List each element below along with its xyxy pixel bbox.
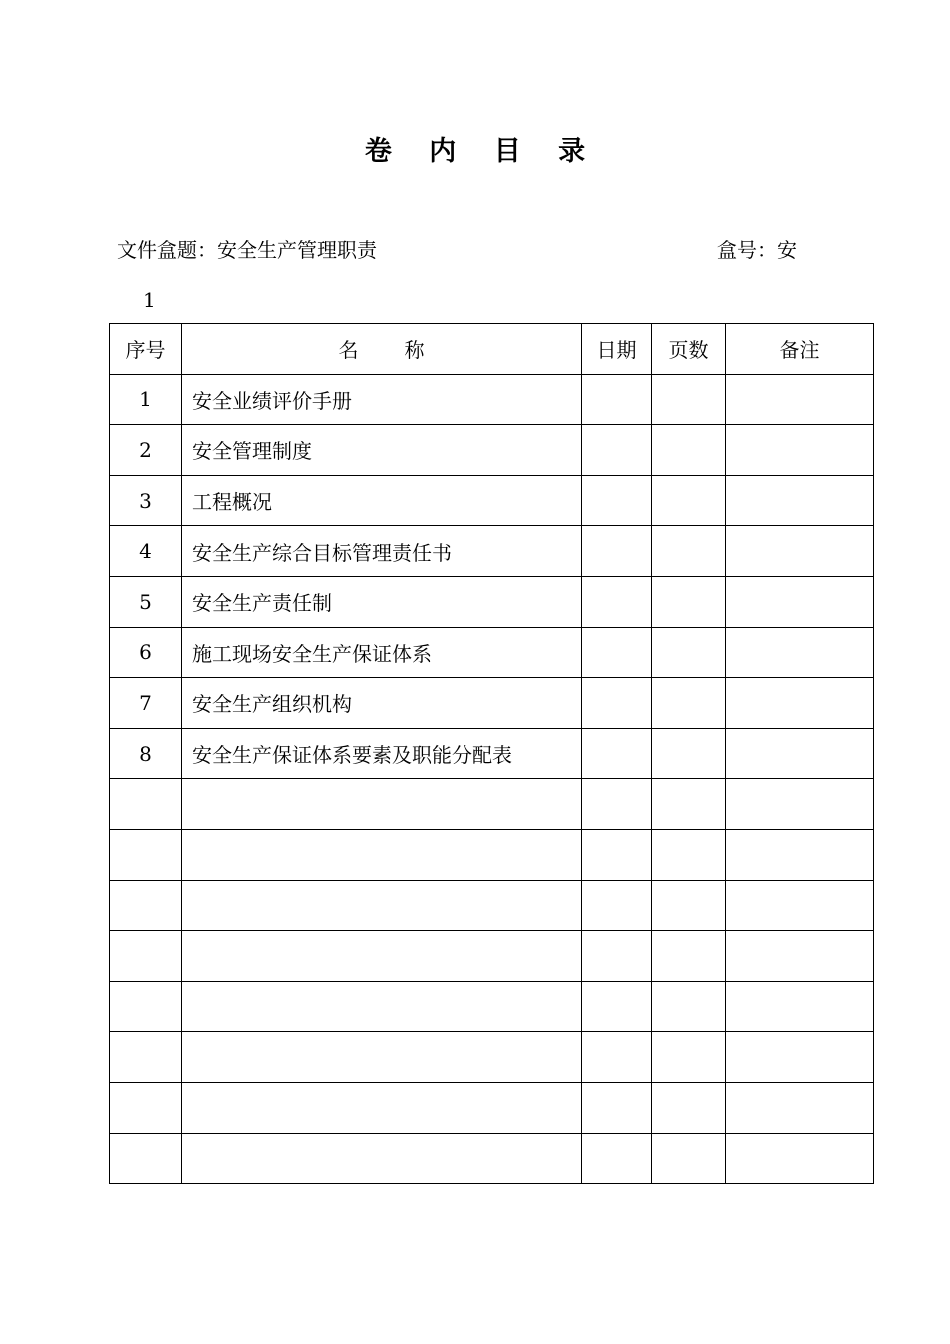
cell-note — [726, 728, 874, 779]
cell-pages — [652, 981, 726, 1032]
table-row — [110, 829, 874, 880]
file-box-subject-value: 安全生产管理职责 — [217, 238, 377, 262]
cell-name — [182, 829, 582, 880]
cell-name — [182, 1082, 582, 1133]
cell-name: 安全生产保证体系要素及职能分配表 — [182, 728, 582, 779]
cell-note — [726, 576, 874, 627]
cell-date — [582, 475, 652, 526]
cell-note — [726, 829, 874, 880]
cell-name — [182, 880, 582, 931]
table-row — [110, 475, 874, 526]
cell-pages — [652, 829, 726, 880]
header-pages: 页数 — [652, 324, 726, 375]
cell-note — [726, 779, 874, 830]
cell-name: 施工现场安全生产保证体系 — [182, 627, 582, 678]
cell-note — [726, 931, 874, 982]
table-row — [110, 374, 874, 425]
cell-pages — [652, 931, 726, 982]
cell-pages — [652, 1082, 726, 1133]
cell-no — [110, 880, 182, 931]
cell-date — [582, 1082, 652, 1133]
cell-no: 6 — [110, 627, 182, 678]
header-no: 序号 — [110, 324, 182, 375]
header-note: 备注 — [726, 324, 874, 375]
cell-note — [726, 627, 874, 678]
cell-pages — [652, 779, 726, 830]
cell-note — [726, 1032, 874, 1083]
table-row — [110, 981, 874, 1032]
catalog-table — [109, 323, 874, 1184]
cell-date — [582, 374, 652, 425]
cell-no: 2 — [110, 425, 182, 476]
table-header-row — [110, 324, 874, 375]
cell-no — [110, 1133, 182, 1184]
cell-date — [582, 678, 652, 729]
table-row — [110, 880, 874, 931]
cell-no — [110, 931, 182, 982]
table-row — [110, 1082, 874, 1133]
header-name-part1: 名 — [338, 338, 359, 363]
table-row — [110, 779, 874, 830]
cell-name — [182, 1133, 582, 1184]
file-box-subject — [117, 236, 377, 264]
cell-note — [726, 526, 874, 577]
cell-note — [726, 880, 874, 931]
cell-note — [726, 374, 874, 425]
cell-note — [726, 678, 874, 729]
cell-name: 安全生产责任制 — [182, 576, 582, 627]
cell-pages — [652, 425, 726, 476]
cell-date — [582, 576, 652, 627]
table-row — [110, 728, 874, 779]
header-date: 日期 — [582, 324, 652, 375]
header-name — [182, 324, 582, 375]
cell-note — [726, 425, 874, 476]
cell-note — [726, 1082, 874, 1133]
cell-date — [582, 931, 652, 982]
cell-name — [182, 779, 582, 830]
cell-note — [726, 1133, 874, 1184]
cell-no: 3 — [110, 475, 182, 526]
cell-name: 安全生产组织机构 — [182, 678, 582, 729]
cell-name — [182, 981, 582, 1032]
cell-date — [582, 880, 652, 931]
box-number-continued: 1 — [143, 288, 156, 312]
cell-pages — [652, 728, 726, 779]
cell-name — [182, 931, 582, 982]
cell-name: 工程概况 — [182, 475, 582, 526]
table-row — [110, 425, 874, 476]
cell-pages — [652, 1032, 726, 1083]
box-number-value: 安 — [777, 238, 797, 262]
cell-name — [182, 1032, 582, 1083]
cell-date — [582, 779, 652, 830]
cell-date — [582, 1133, 652, 1184]
cell-date — [582, 425, 652, 476]
cell-no: 7 — [110, 678, 182, 729]
header-name-part2: 称 — [404, 338, 425, 363]
cell-pages — [652, 576, 726, 627]
cell-name: 安全生产综合目标管理责任书 — [182, 526, 582, 577]
cell-date — [582, 627, 652, 678]
cell-pages — [652, 475, 726, 526]
file-box-subject-label: 文件盒题： — [117, 238, 217, 262]
cell-date — [582, 728, 652, 779]
cell-no — [110, 779, 182, 830]
cell-no — [110, 1082, 182, 1133]
cell-no: 8 — [110, 728, 182, 779]
cell-no: 4 — [110, 526, 182, 577]
catalog-body — [110, 374, 874, 1184]
cell-no: 1 — [110, 374, 182, 425]
table-row — [110, 678, 874, 729]
cell-date — [582, 981, 652, 1032]
table-row — [110, 526, 874, 577]
table-row — [110, 1032, 874, 1083]
cell-pages — [652, 678, 726, 729]
cell-pages — [652, 526, 726, 577]
cell-name: 安全管理制度 — [182, 425, 582, 476]
table-row — [110, 1133, 874, 1184]
cell-note — [726, 475, 874, 526]
cell-date — [582, 829, 652, 880]
cell-no — [110, 829, 182, 880]
cell-note — [726, 981, 874, 1032]
cell-date — [582, 1032, 652, 1083]
cell-no — [110, 981, 182, 1032]
cell-no: 5 — [110, 576, 182, 627]
table-row — [110, 627, 874, 678]
cell-no — [110, 1032, 182, 1083]
cell-pages — [652, 1133, 726, 1184]
cell-pages — [652, 627, 726, 678]
page-title: 卷 内 目 录 — [364, 136, 600, 167]
cell-pages — [652, 374, 726, 425]
cell-date — [582, 526, 652, 577]
box-number-label: 盒号： — [717, 238, 777, 262]
table-row — [110, 931, 874, 982]
table-row — [110, 576, 874, 627]
cell-pages — [652, 880, 726, 931]
cell-name: 安全业绩评价手册 — [182, 374, 582, 425]
box-number — [717, 236, 797, 264]
